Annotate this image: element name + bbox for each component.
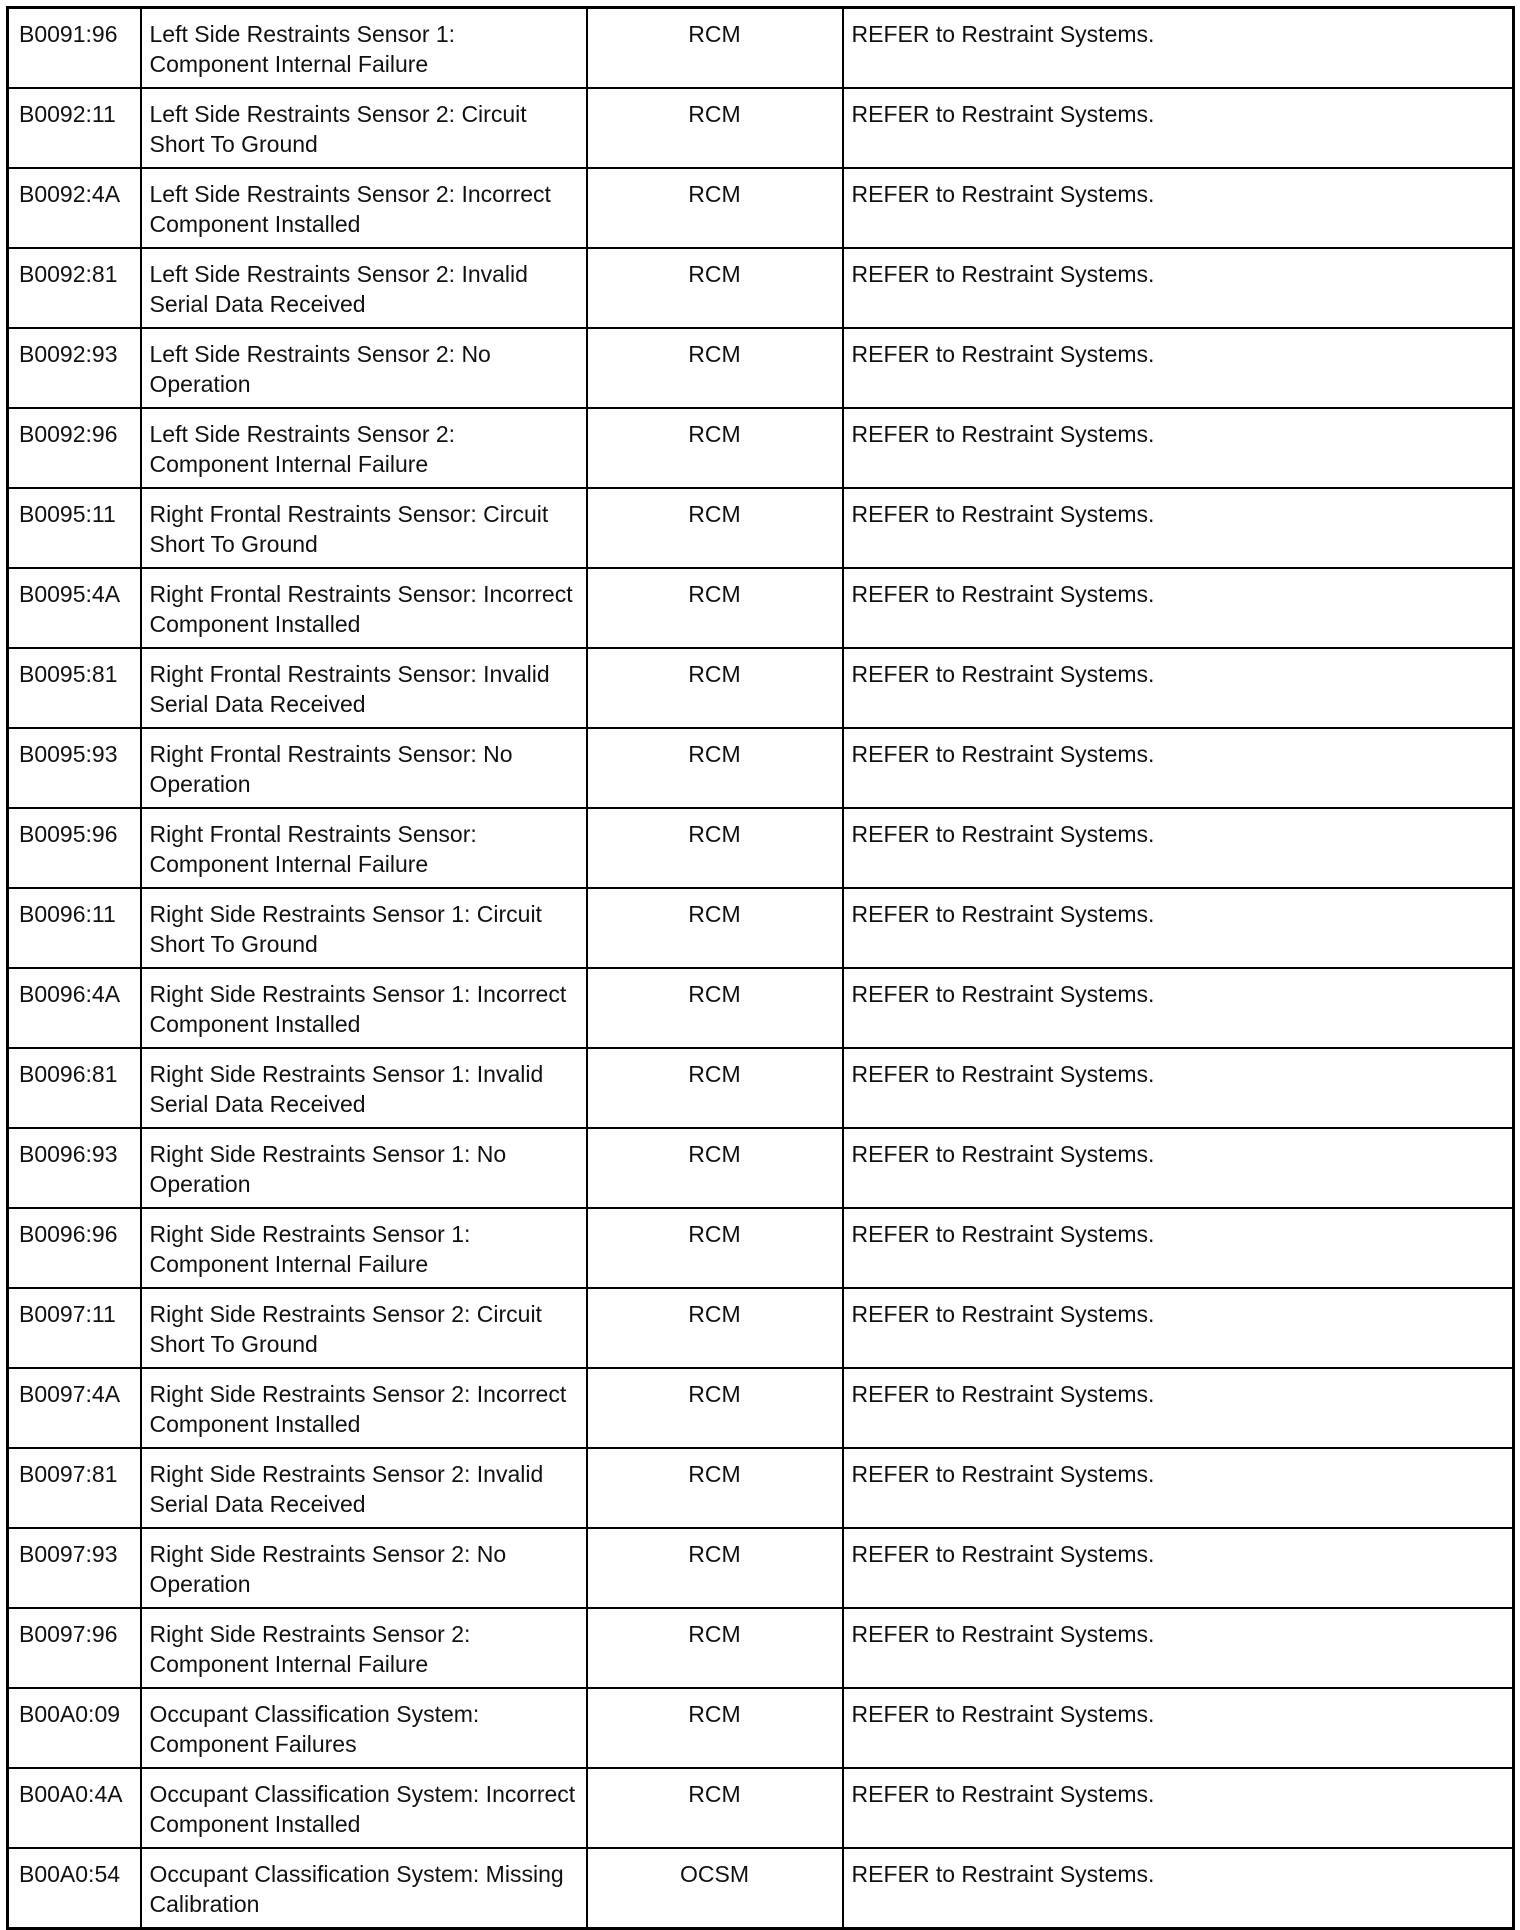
dtc-module-cell: RCM <box>587 568 843 648</box>
dtc-module-cell: RCM <box>587 328 843 408</box>
table-row <box>8 1208 1514 1288</box>
dtc-module-cell: RCM <box>587 1688 843 1768</box>
dtc-description-cell: Left Side Restraints Sensor 1: Component Internal Failure <box>141 8 587 89</box>
dtc-description-cell: Left Side Restraints Sensor 2: Component Internal Failure <box>141 408 587 488</box>
dtc-module-cell: RCM <box>587 1448 843 1528</box>
dtc-description-cell: Left Side Restraints Sensor 2: Invalid Serial Data Received <box>141 248 587 328</box>
dtc-description-cell: Right Side Restraints Sensor 1: Circuit Short To Ground <box>141 888 587 968</box>
dtc-code-cell: B0097:93 <box>8 1528 141 1608</box>
dtc-code-cell: B0092:96 <box>8 408 141 488</box>
dtc-module-cell: RCM <box>587 808 843 888</box>
dtc-description-cell: Right Frontal Restraints Sensor: Incorrect Component Installed <box>141 568 587 648</box>
dtc-action-cell: REFER to Restraint Systems. <box>843 1208 1514 1288</box>
dtc-table-body <box>8 8 1514 1929</box>
dtc-code-cell: B0095:11 <box>8 488 141 568</box>
dtc-description-cell: Right Side Restraints Sensor 2: Invalid Serial Data Received <box>141 1448 587 1528</box>
table-row <box>8 1768 1514 1848</box>
dtc-module-cell: RCM <box>587 408 843 488</box>
table-row <box>8 408 1514 488</box>
dtc-description-cell: Right Frontal Restraints Sensor: No Operation <box>141 728 587 808</box>
dtc-table-page <box>6 6 1512 1930</box>
dtc-code-cell: B0095:93 <box>8 728 141 808</box>
dtc-code-cell: B0097:81 <box>8 1448 141 1528</box>
dtc-action-cell: REFER to Restraint Systems. <box>843 1128 1514 1208</box>
dtc-action-cell: REFER to Restraint Systems. <box>843 888 1514 968</box>
dtc-action-cell: REFER to Restraint Systems. <box>843 728 1514 808</box>
dtc-description-cell: Right Side Restraints Sensor 2: Circuit Short To Ground <box>141 1288 587 1368</box>
dtc-action-cell: REFER to Restraint Systems. <box>843 88 1514 168</box>
dtc-code-cell: B0096:11 <box>8 888 141 968</box>
dtc-module-cell: RCM <box>587 1368 843 1448</box>
table-row <box>8 1288 1514 1368</box>
table-row <box>8 8 1514 89</box>
dtc-code-cell: B0097:96 <box>8 1608 141 1688</box>
dtc-action-cell: REFER to Restraint Systems. <box>843 488 1514 568</box>
dtc-action-cell: REFER to Restraint Systems. <box>843 1848 1514 1929</box>
dtc-action-cell: REFER to Restraint Systems. <box>843 1608 1514 1688</box>
dtc-description-cell: Right Side Restraints Sensor 2: Incorrect Component Installed <box>141 1368 587 1448</box>
dtc-description-cell: Right Frontal Restraints Sensor: Invalid Serial Data Received <box>141 648 587 728</box>
dtc-module-cell: RCM <box>587 968 843 1048</box>
table-row <box>8 968 1514 1048</box>
dtc-code-cell: B00A0:54 <box>8 1848 141 1929</box>
dtc-description-cell: Occupant Classification System: Incorrect Component Installed <box>141 1768 587 1848</box>
dtc-action-cell: REFER to Restraint Systems. <box>843 808 1514 888</box>
dtc-description-cell: Left Side Restraints Sensor 2: Circuit Short To Ground <box>141 88 587 168</box>
dtc-action-cell: REFER to Restraint Systems. <box>843 968 1514 1048</box>
table-row <box>8 168 1514 248</box>
dtc-description-cell: Left Side Restraints Sensor 2: No Operation <box>141 328 587 408</box>
table-row <box>8 328 1514 408</box>
dtc-description-cell: Occupant Classification System: Missing Calibration <box>141 1848 587 1929</box>
table-row <box>8 248 1514 328</box>
dtc-action-cell: REFER to Restraint Systems. <box>843 8 1514 89</box>
dtc-module-cell: RCM <box>587 1208 843 1288</box>
table-row <box>8 1048 1514 1128</box>
dtc-code-cell: B0095:4A <box>8 568 141 648</box>
table-row <box>8 1848 1514 1929</box>
dtc-code-cell: B00A0:09 <box>8 1688 141 1768</box>
dtc-module-cell: OCSM <box>587 1848 843 1929</box>
dtc-module-cell: RCM <box>587 248 843 328</box>
dtc-action-cell: REFER to Restraint Systems. <box>843 1368 1514 1448</box>
dtc-module-cell: RCM <box>587 728 843 808</box>
table-row <box>8 888 1514 968</box>
dtc-code-cell: B0097:11 <box>8 1288 141 1368</box>
dtc-description-cell: Right Side Restraints Sensor 1: Invalid Serial Data Received <box>141 1048 587 1128</box>
dtc-code-cell: B0092:81 <box>8 248 141 328</box>
dtc-module-cell: RCM <box>587 1768 843 1848</box>
dtc-description-cell: Right Frontal Restraints Sensor: Component Internal Failure <box>141 808 587 888</box>
dtc-description-cell: Right Side Restraints Sensor 2: No Operation <box>141 1528 587 1608</box>
dtc-description-cell: Occupant Classification System: Component Failures <box>141 1688 587 1768</box>
dtc-module-cell: RCM <box>587 1528 843 1608</box>
table-row <box>8 648 1514 728</box>
dtc-description-cell: Right Side Restraints Sensor 1: Component Internal Failure <box>141 1208 587 1288</box>
dtc-action-cell: REFER to Restraint Systems. <box>843 1048 1514 1128</box>
table-row <box>8 488 1514 568</box>
dtc-action-cell: REFER to Restraint Systems. <box>843 1288 1514 1368</box>
dtc-action-cell: REFER to Restraint Systems. <box>843 328 1514 408</box>
dtc-description-cell: Right Frontal Restraints Sensor: Circuit Short To Ground <box>141 488 587 568</box>
dtc-code-cell: B0091:96 <box>8 8 141 89</box>
dtc-module-cell: RCM <box>587 888 843 968</box>
table-row <box>8 728 1514 808</box>
dtc-code-cell: B0097:4A <box>8 1368 141 1448</box>
table-row <box>8 1688 1514 1768</box>
dtc-code-cell: B0096:93 <box>8 1128 141 1208</box>
dtc-code-cell: B0095:96 <box>8 808 141 888</box>
dtc-module-cell: RCM <box>587 8 843 89</box>
dtc-code-cell: B0092:93 <box>8 328 141 408</box>
dtc-code-cell: B0092:11 <box>8 88 141 168</box>
dtc-code-cell: B0092:4A <box>8 168 141 248</box>
dtc-code-cell: B0096:4A <box>8 968 141 1048</box>
dtc-module-cell: RCM <box>587 1048 843 1128</box>
dtc-action-cell: REFER to Restraint Systems. <box>843 168 1514 248</box>
table-row <box>8 1528 1514 1608</box>
dtc-description-cell: Left Side Restraints Sensor 2: Incorrect Component Installed <box>141 168 587 248</box>
dtc-action-cell: REFER to Restraint Systems. <box>843 1448 1514 1528</box>
table-row <box>8 808 1514 888</box>
dtc-module-cell: RCM <box>587 488 843 568</box>
dtc-action-cell: REFER to Restraint Systems. <box>843 568 1514 648</box>
dtc-module-cell: RCM <box>587 648 843 728</box>
dtc-description-cell: Right Side Restraints Sensor 1: No Operation <box>141 1128 587 1208</box>
dtc-description-cell: Right Side Restraints Sensor 1: Incorrect Component Installed <box>141 968 587 1048</box>
dtc-action-cell: REFER to Restraint Systems. <box>843 1768 1514 1848</box>
table-row <box>8 1448 1514 1528</box>
table-row <box>8 88 1514 168</box>
dtc-code-cell: B00A0:4A <box>8 1768 141 1848</box>
dtc-action-cell: REFER to Restraint Systems. <box>843 248 1514 328</box>
dtc-description-cell: Right Side Restraints Sensor 2: Component Internal Failure <box>141 1608 587 1688</box>
dtc-code-cell: B0095:81 <box>8 648 141 728</box>
dtc-action-cell: REFER to Restraint Systems. <box>843 1688 1514 1768</box>
dtc-code-cell: B0096:81 <box>8 1048 141 1128</box>
table-row <box>8 1368 1514 1448</box>
dtc-module-cell: RCM <box>587 1128 843 1208</box>
table-row <box>8 1128 1514 1208</box>
dtc-code-cell: B0096:96 <box>8 1208 141 1288</box>
table-row <box>8 568 1514 648</box>
dtc-action-cell: REFER to Restraint Systems. <box>843 1528 1514 1608</box>
dtc-module-cell: RCM <box>587 1288 843 1368</box>
dtc-module-cell: RCM <box>587 168 843 248</box>
table-row <box>8 1608 1514 1688</box>
dtc-action-cell: REFER to Restraint Systems. <box>843 408 1514 488</box>
dtc-action-cell: REFER to Restraint Systems. <box>843 648 1514 728</box>
dtc-module-cell: RCM <box>587 88 843 168</box>
dtc-table <box>6 6 1515 1930</box>
dtc-module-cell: RCM <box>587 1608 843 1688</box>
